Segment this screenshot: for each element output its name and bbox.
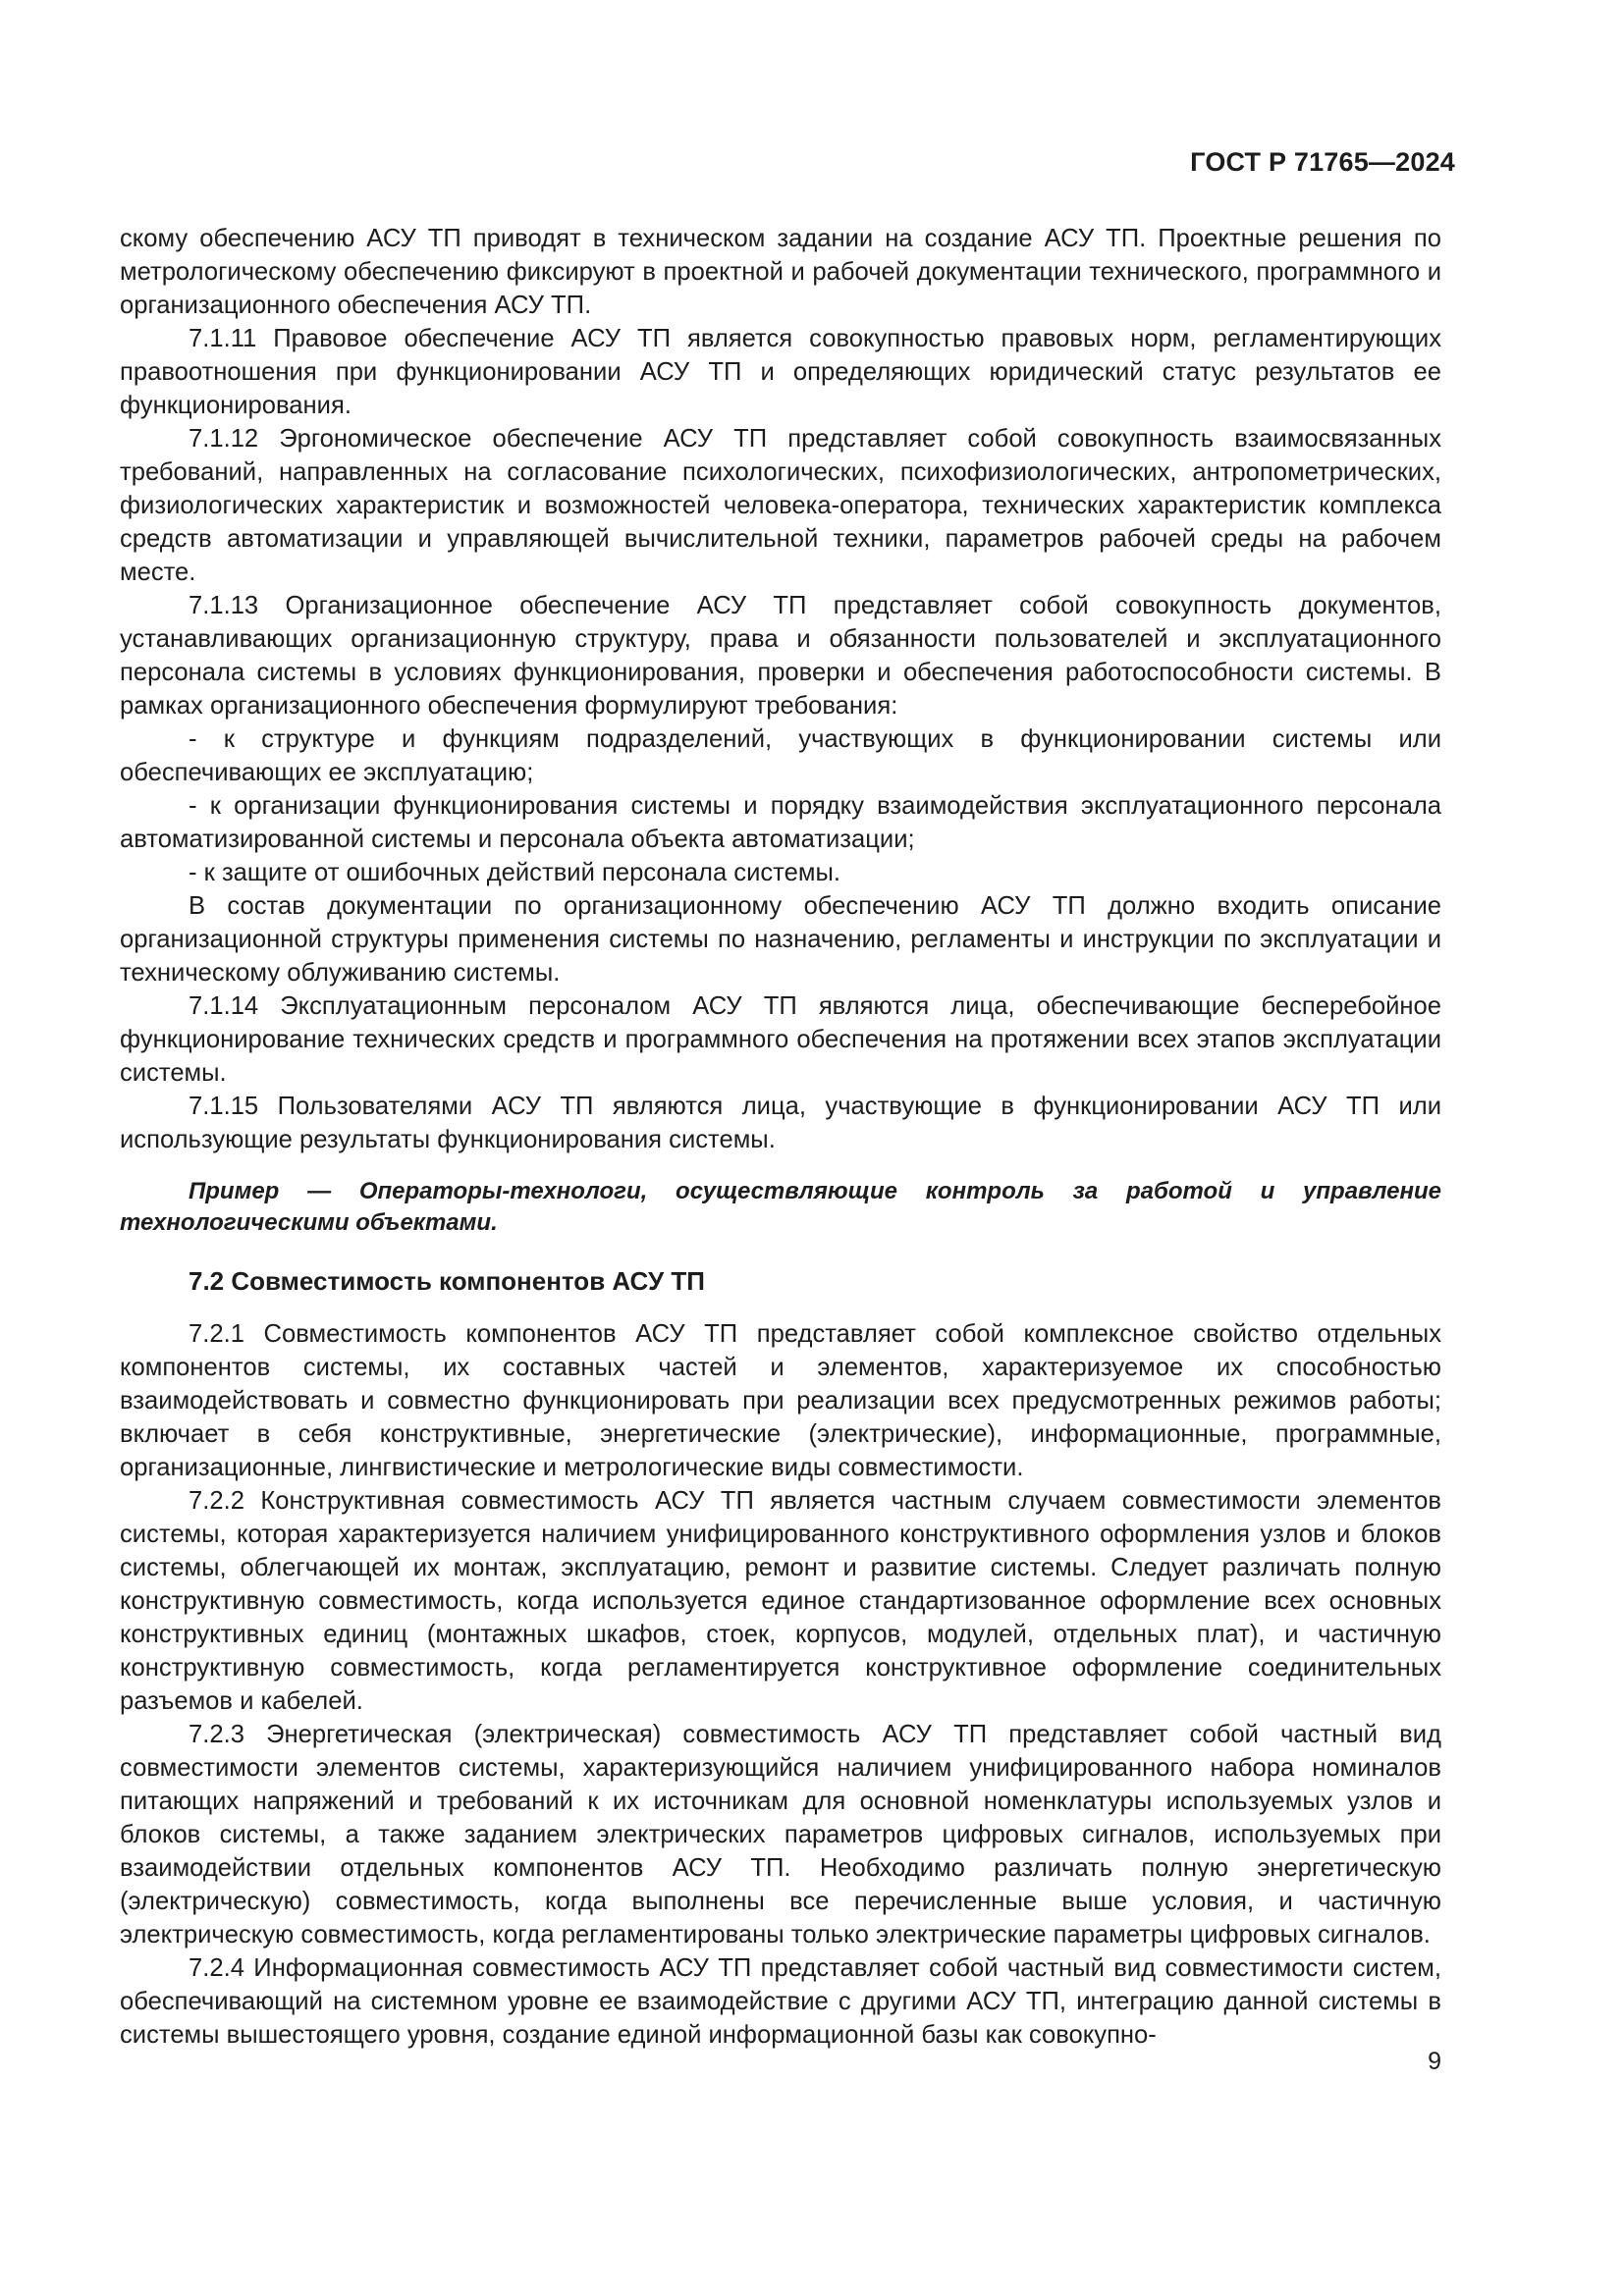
- paragraph-7-2-4: 7.2.4 Информационная совместимость АСУ ТП представляет собой частный вид совместимости систем, обеспечивающий на системном уровне ее взаимодействие с другими АСУ ТП, интеграцию данной системы в системы вышестоящего уровня, создание единой информационной базы как совокупно-: [120, 1954, 1441, 2049]
- paragraph-7-1-14: 7.1.14 Эксплуатационным персоналом АСУ ТП являются лица, обеспечивающие бесперебойное функционирование технических средств и программного обеспечения на протяжении всех этапов эксплуатации системы.: [120, 992, 1441, 1087]
- paragraph-7-1-15: 7.1.15 Пользователями АСУ ТП являются лица, участвующие в функционировании АСУ ТП или использующие результаты функционирования системы.: [120, 1093, 1441, 1153]
- paragraph-7-1-11: 7.1.11 Правовое обеспечение АСУ ТП является совокупностью правовых норм, регламентирующих правоотношения при функционировании АСУ ТП и определяющих юридический статус результатов ее функционирования.: [120, 325, 1441, 419]
- page-number: 9: [1428, 2048, 1441, 2075]
- section-heading: 7.2 Совместимость компонентов АСУ ТП: [189, 1266, 705, 1296]
- document-header: ГОСТ Р 71765—2024: [1190, 147, 1455, 177]
- paragraph-documentation: В состав документации по организационному обеспечению АСУ ТП должно входить описание организационной структуры применения системы по назначению, регламенты и инструкции по эксплуатации и техническому облуживанию системы.: [120, 892, 1441, 987]
- paragraph-7-1-12: 7.1.12 Эргономическое обеспечение АСУ ТП представляет собой совокупность взаимосвязанных требований, направленных на согласование психологических, психофизиологических, антропометрических, физиологических характеристик и возможностей человека-оператора, технических характеристик комплекса средств автоматизации и управляющей вычислительной техники, параметров рабочей среды на рабочем месте.: [120, 425, 1441, 586]
- paragraph-7-2-1: 7.2.1 Совместимость компонентов АСУ ТП представляет собой комплексное свойство отдельных компонентов системы, их составных частей и элементов, характеризуемое их способностью взаимодействовать и совместно функционировать при реализации всех предусмотренных режимов работы; включает в себя конструктивные, энергетические (электрические), информационные, программные, организационные, лингвистические и метрологические виды совместимости.: [120, 1320, 1441, 1481]
- example-note: Пример — Операторы-технологи, осуществляющие контроль за работой и управление технологическими объектами.: [120, 1178, 1441, 1236]
- paragraph-7-1-13: 7.1.13 Организационное обеспечение АСУ ТП представляет собой совокупность документов, устанавливающих организационную структуру, права и обязанности пользователей и эксплуатационного персонала системы в условиях функционирования, проверки и обеспечения работоспособности системы. В рамках организационного обеспечения формулируют требования:: [120, 592, 1441, 720]
- document-body: [120, 222, 1441, 2052]
- list-item: - к организации функционирования системы и порядку взаимодействия эксплуатационного персонала автоматизированной системы и персонала объекта автоматизации;: [120, 792, 1441, 853]
- paragraph-7-2-3: 7.2.3 Энергетическая (электрическая) совместимость АСУ ТП представляет собой частный вид совместимости элементов системы, характеризующийся наличием унифицированного набора номиналов питающих напряжений и требований к их источникам для основной номенклатуры используемых узлов и блоков системы, а также заданием электрических параметров цифровых сигналов, используемых при взаимодействии отдельных компонентов АСУ ТП. Необходимо различать полную энергетическую (электрическую) совместимость, когда выполнены все перечисленные выше условия, и частичную электрическую совместимость, когда регламентированы только электрические параметры цифровых сигналов.: [120, 1721, 1441, 1949]
- list-item: - к защите от ошибочных действий персонала системы.: [189, 859, 840, 886]
- paragraph-continuation: скому обеспечению АСУ ТП приводят в техническом задании на создание АСУ ТП. Проектные решения по метрологическому обеспечению фиксируют в проектной и рабочей документации технического, программного и организационного обеспечения АСУ ТП.: [120, 225, 1441, 319]
- paragraph-7-2-2: 7.2.2 Конструктивная совместимость АСУ ТП является частным случаем совместимости элементов системы, которая характеризуется наличием унифицированного конструктивного оформления узлов и блоков системы, облегчающей их монтаж, эксплуатацию, ремонт и развитие системы. Следует различать полную конструктивную совместимость, когда используется единое стандартизованное оформление всех основных конструктивных единиц (монтажных шкафов, стоек, корпусов, модулей, отдельных плат), и частичную конструктивную совместимость, когда регламентируется конструктивное оформление соединительных разъемов и кабелей.: [120, 1487, 1441, 1715]
- list-item: - к структуре и функциям подразделений, участвующих в функционировании системы или обеспечивающих ее эксплуатацию;: [120, 725, 1441, 786]
